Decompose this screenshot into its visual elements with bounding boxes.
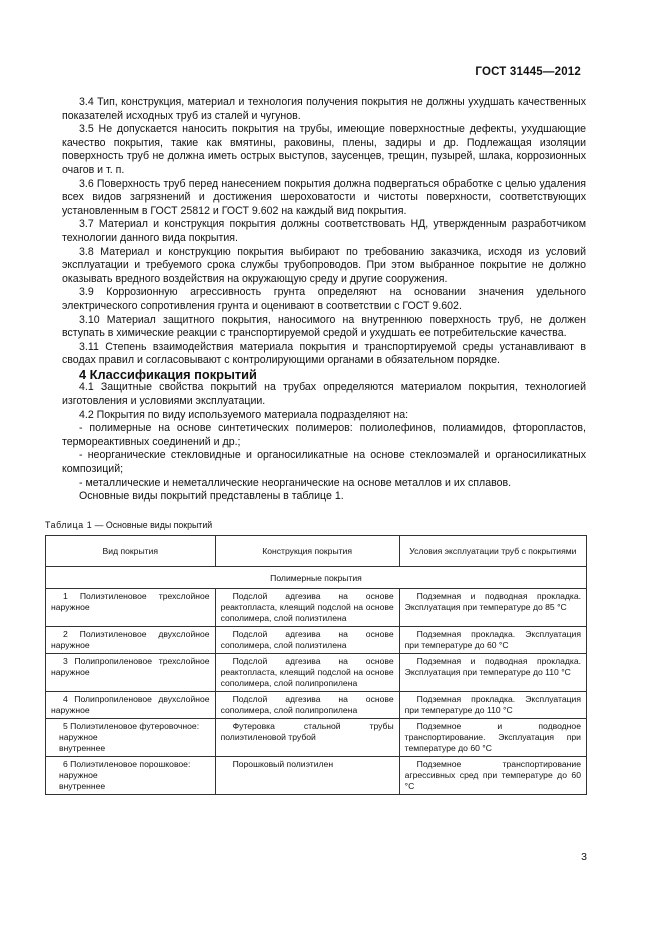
group-polymer-coatings: Полимерные покрытия xyxy=(46,567,587,589)
header-coating-construction: Конструкция покрытия xyxy=(215,536,399,567)
cell-type: 1 Полиэтиленовое трехслойное наружное xyxy=(46,589,216,627)
header-operating-conditions: Условия эксплуатации труб с покрытиями xyxy=(399,536,586,567)
paragraph-4-1: 4.1 Защитные свойства покрытий на трубах определяются материалом покрытия, технологией изготовления и условиями эксплуатации. xyxy=(62,381,586,408)
cell-type-sub-inner: внутреннее xyxy=(59,743,106,753)
cell-conditions: Подземная прокладка. Эксплуатация при температуре до 60 °C xyxy=(399,627,586,654)
cell-type: 3 Полипропиленовое трехслойное наружное xyxy=(46,654,216,692)
cell-type xyxy=(46,757,216,795)
cell-conditions: Подземная прокладка. Эксплуатация при температуре до 110 °C xyxy=(399,692,586,719)
cell-construction: Подслой адгезива на основе реактопласта, клеящий подслой на основе сополимера, слой полиэтилена xyxy=(215,589,399,627)
table-caption xyxy=(45,520,212,530)
cell-construction: Порошковый полиэтилен xyxy=(215,757,399,795)
header-coating-type: Вид покрытия xyxy=(46,536,216,567)
paragraph-3-7: 3.7 Материал и конструкция покрытия должны соответствовать НД, утвержденным разработчиком технологии данного вида покрытия. xyxy=(62,218,586,244)
cell-construction: Футеровка стальной трубы полиэтиленовой трубой xyxy=(215,719,399,757)
paragraph-3-5: 3.5 Не допускается наносить покрытия на трубы, имеющие поверхностные дефекты, ухудшающие качество покрытия, такие как вмятины, раковины, плены, задиры и др. Подлежащая изоляции поверхность труб не должна иметь острых выступов, заусенцев, трещин, пузырей, шлака, коррозионных очагов и т. п. xyxy=(62,123,586,176)
section-4-title: 4 Классификация покрытий xyxy=(79,366,257,382)
cell-conditions: Подземная и подводная прокладка. Эксплуатация при температуре до 110 °C xyxy=(399,654,586,692)
cell-conditions: Подземное и подводное транспортирование. Эксплуатация при температуре до 60 °C xyxy=(399,719,586,757)
paragraph-3-10: 3.10 Материал защитного покрытия, наносимого на внутреннюю поверхность труб, не должен вступать в химические реакции с транспортируемой средой и ухудшать ее потребительские качества. xyxy=(62,313,586,340)
cell-construction: Подслой адгезива на основе сополимера, слой полиэтилена xyxy=(215,627,399,654)
table-caption-label: Таблица 1 xyxy=(45,520,93,530)
cell-type-sub-outer: наружное xyxy=(59,770,98,780)
cell-type-main: 5 Полиэтиленовое футеровочное: xyxy=(63,721,200,731)
cell-type-sub-outer: наружное xyxy=(59,732,98,742)
cell-conditions: Подземное транспортирование агрессивных сред при температуре до 60 °C xyxy=(399,757,586,795)
cell-construction: Подслой адгезива на основе реактопласта, клеящий подслой на основе сополимера, слой полипропилена xyxy=(215,654,399,692)
list-item-inorganic: - неорганические стекловидные и органосиликатные на основе стеклоэмалей и органосиликатных композиций; xyxy=(62,449,586,476)
table-row xyxy=(46,757,587,795)
table-row xyxy=(46,719,587,757)
paragraph-3-8: 3.8 Материал и конструкцию покрытия выбирают по требованию заказчика, исходя из условий эксплуатации и требуемого срока службы трубопроводов. При этом выбранное покрытие не должно оказывать вредного воздействия на окружающую среду и другие сооружения. xyxy=(62,245,586,285)
coatings-table xyxy=(45,535,587,795)
page-number: 3 xyxy=(581,851,587,863)
cell-type: 4 Полипропиленовое двухслойное наружное xyxy=(46,692,216,719)
paragraph-3-4: 3.4 Тип, конструкция, материал и технология получения покрытия не должны ухудшать качественных показателей исходных труб из сталей и чугунов. xyxy=(62,96,586,122)
table-group-row xyxy=(46,567,587,589)
cell-type: 2 Полиэтиленовое двухслойное наружное xyxy=(46,627,216,654)
table-row xyxy=(46,589,587,627)
cell-type-main: 6 Полиэтиленовое порошковое: xyxy=(63,759,191,769)
table-header-row xyxy=(46,536,587,567)
table-caption-text: — Основные виды покрытий xyxy=(92,520,213,530)
table-row xyxy=(46,627,587,654)
body-text xyxy=(62,96,586,504)
cell-type xyxy=(46,719,216,757)
paragraph-4-2: 4.2 Покрытия по виду используемого материала подразделяют на: xyxy=(79,408,409,421)
list-item-polymer: - полимерные на основе синтетических полимеров: полиолефинов, полиамидов, фторопластов, термореактивных соединений и др.; xyxy=(62,422,586,448)
list-item-metallic: - металлические и неметаллические неорганические на основе металлов и их сплавов. xyxy=(79,476,512,489)
cell-conditions: Подземная и подводная прокладка. Эксплуатация при температуре до 85 °C xyxy=(399,589,586,627)
paragraph-3-9: 3.9 Коррозионную агрессивность грунта определяют на основании значения удельного электрического сопротивления грунта и оценивают в соответствии с ГОСТ 9.602. xyxy=(62,286,586,312)
table-row xyxy=(46,692,587,719)
cell-construction: Подслой адгезива на основе сополимера, слой полипропилена xyxy=(215,692,399,719)
table-reference-text: Основные виды покрытий представлены в таблице 1. xyxy=(79,490,344,503)
paragraph-3-11: 3.11 Степень взаимодействия материала покрытия и транспортируемой среды устанавливают в сводах правил и согласовывают с контролирующими органами в обязательном порядке. xyxy=(62,340,586,367)
table-row xyxy=(46,654,587,692)
paragraph-3-6: 3.6 Поверхность труб перед нанесением покрытия должна подвергаться обработке с целью удаления всех видов загрязнений и достижения шероховатости и чистоты поверхности, соответствующих установленным в ГОСТ 25812 и ГОСТ 9.602 на каждый вид покрытия. xyxy=(62,177,586,217)
document-code-header: ГОСТ 31445—2012 xyxy=(475,66,581,78)
cell-type-sub-inner: внутреннее xyxy=(59,781,106,791)
